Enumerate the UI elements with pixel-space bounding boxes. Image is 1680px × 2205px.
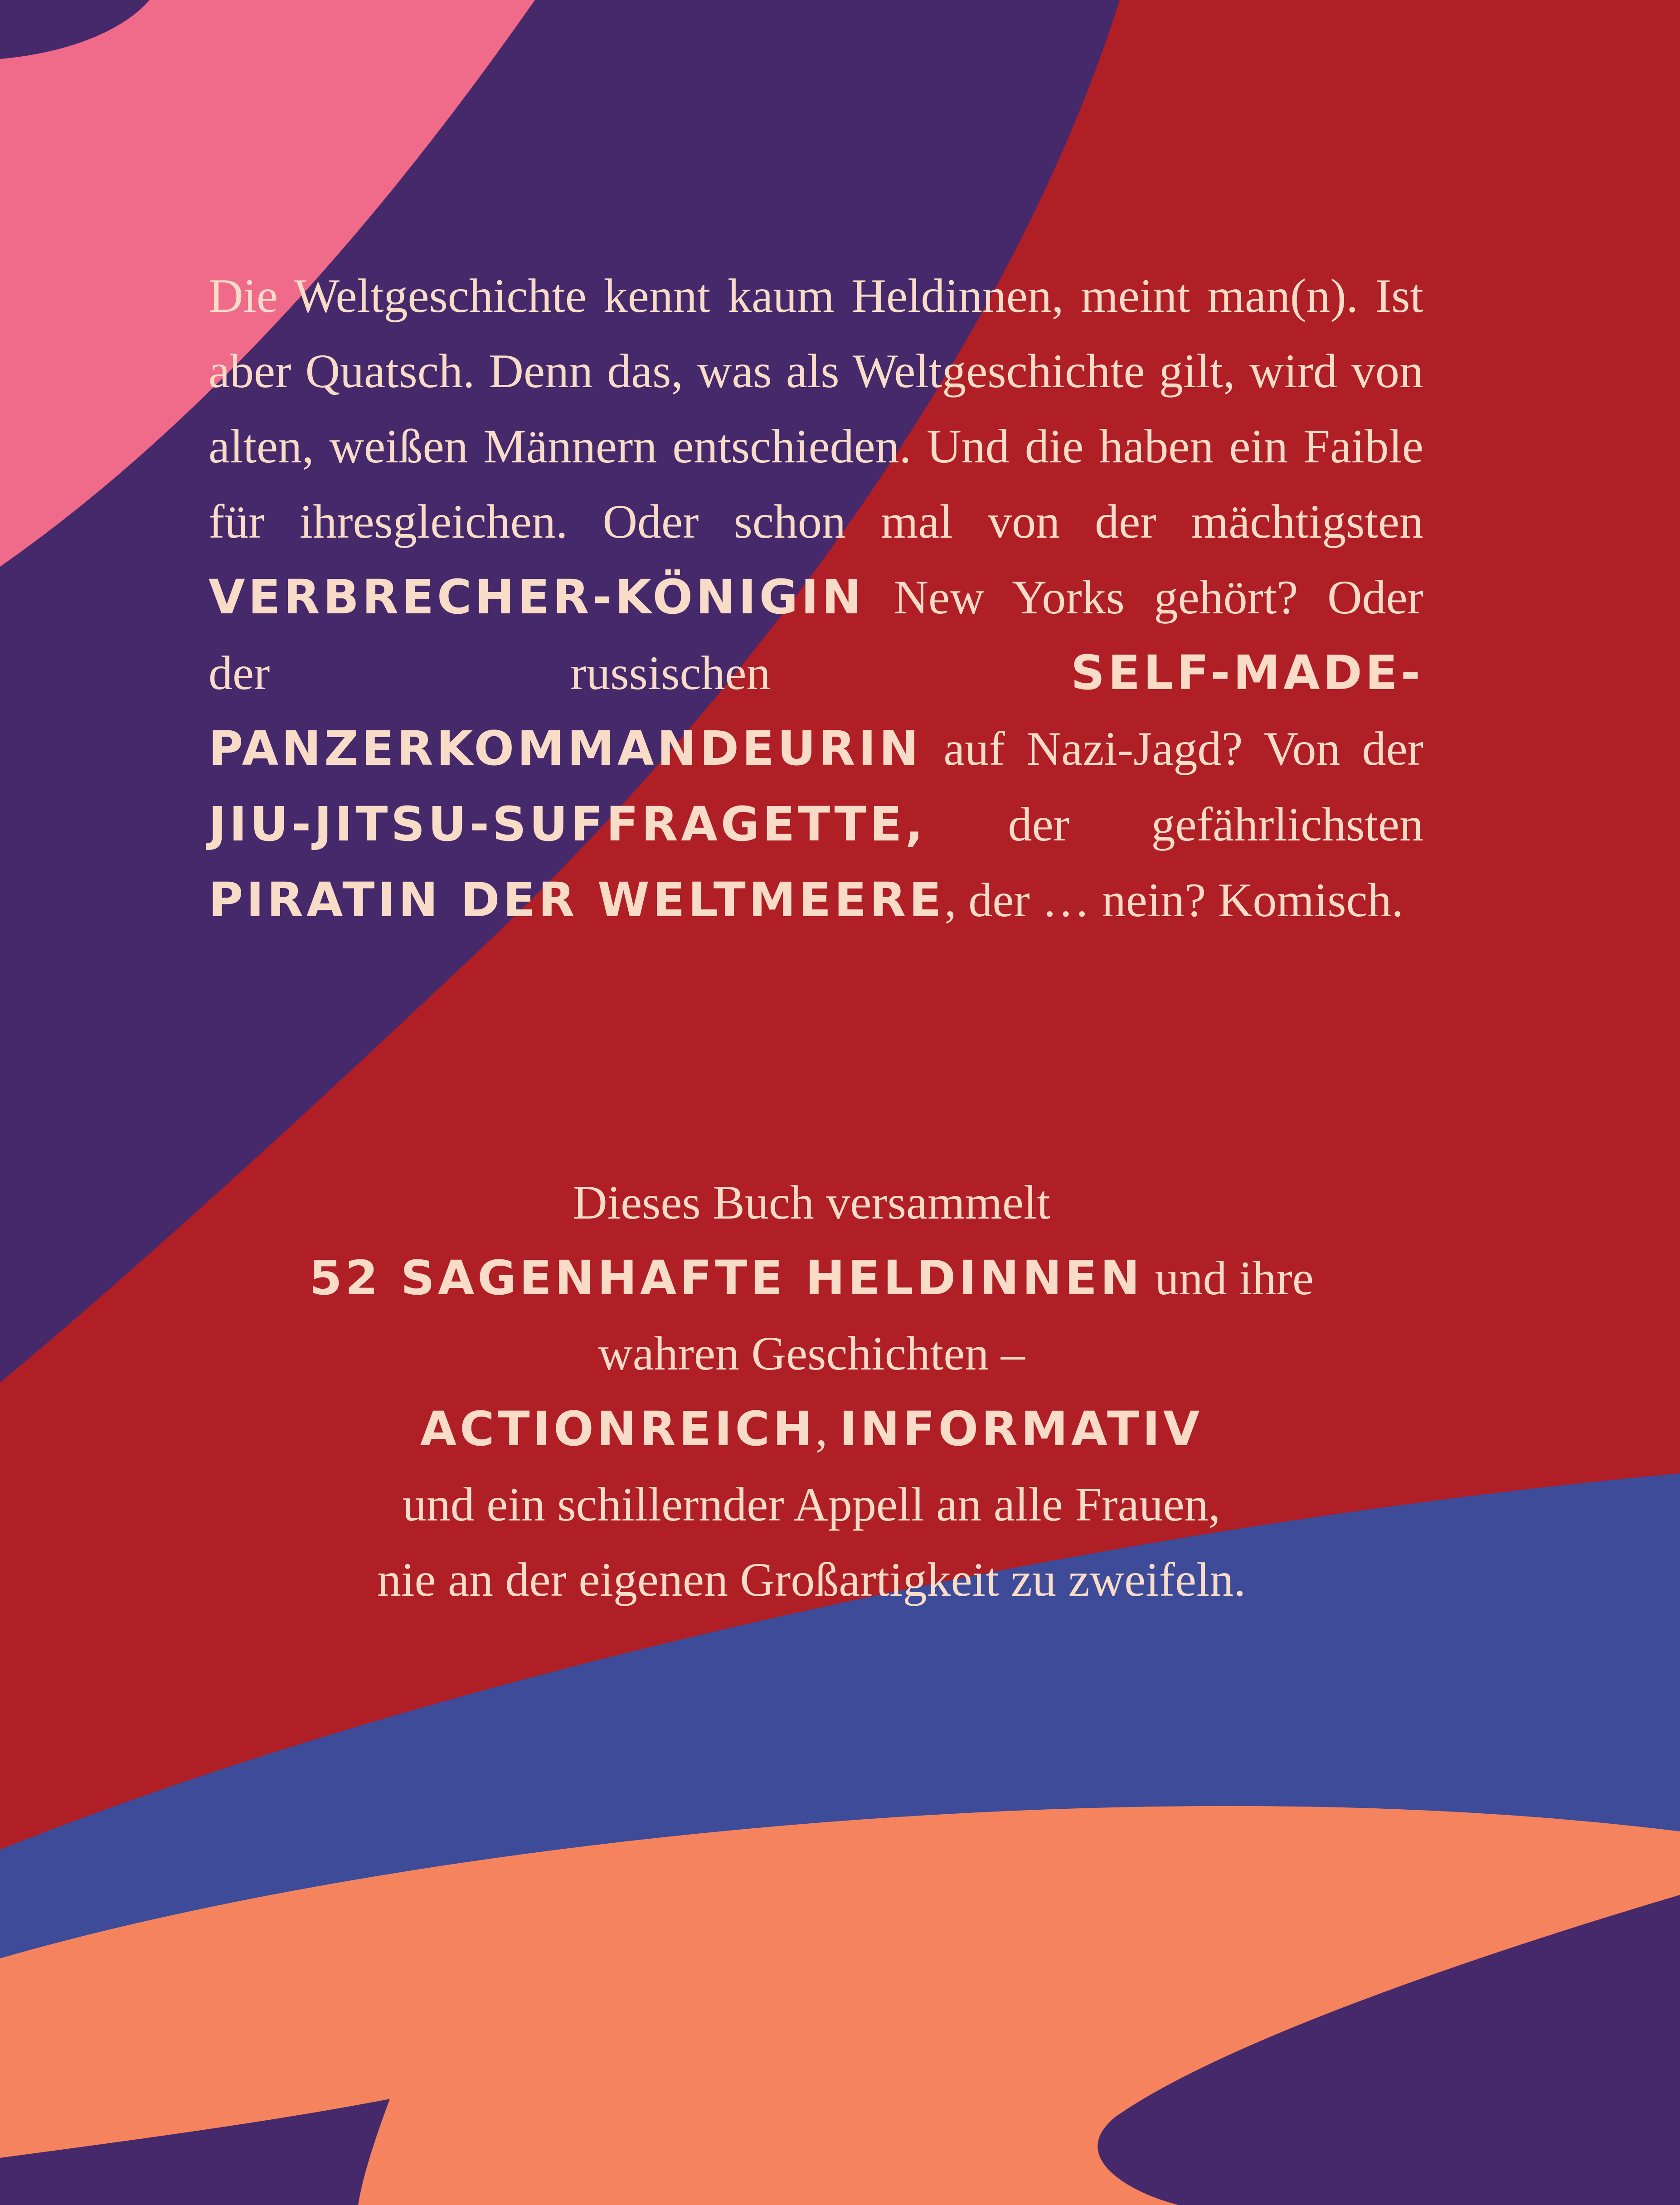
highlight-suffragette: JIU-JITSU-SUFFRAGETTE,	[209, 797, 927, 852]
intro-text-3: auf Nazi-Jagd? Von der	[922, 722, 1423, 775]
intro-text-4: der gefährlichsten	[926, 798, 1423, 851]
outro-line-3: wahren Geschichten –	[598, 1327, 1025, 1380]
outro-line-2	[209, 1240, 1414, 1316]
intro-text-5: , der … nein? Komisch.	[944, 874, 1404, 927]
intro-text-2: New Yorks gehört? Oder der russischen	[209, 571, 1423, 699]
outro-line-6: nie an der eigenen Großartigkeit zu zweifeln.	[377, 1553, 1246, 1606]
highlight-panzerkommandeurin: SELF-MADE-PANZERKOMMANDEURIN	[209, 645, 1423, 776]
highlight-informativ: INFORMATIV	[839, 1401, 1203, 1457]
outro-line-1: Dieses Buch versammelt	[573, 1176, 1050, 1229]
intro-paragraph	[209, 258, 1423, 938]
highlight-verbrecherkoenigin: VERBRECHER-KÖNIGIN	[209, 569, 864, 625]
highlight-piratin: PIRATIN DER WELTMEERE	[209, 872, 945, 928]
highlight-52-heldinnen: 52 SAGENHAFTE HELDINNEN	[309, 1250, 1143, 1306]
intro-text-1: Die Weltgeschichte kennt kaum Heldinnen, meint man(n). Ist aber Quatsch. Denn das, was als Weltgeschichte gilt, wird von alten, weißen Männern entschieden. Und die haben ein Faible für ihresgleichen. Oder schon mal von der mächtigsten	[209, 269, 1423, 548]
outro-line-5: und ein schillernder Appell an alle Frauen,	[402, 1478, 1221, 1531]
outro-line-4	[209, 1391, 1414, 1467]
outro-line-2-rest: und ihre	[1143, 1252, 1314, 1305]
outro-paragraph	[209, 1165, 1414, 1617]
outro-separator: ,	[815, 1403, 840, 1456]
highlight-actionreich: ACTIONREICH	[420, 1401, 816, 1457]
